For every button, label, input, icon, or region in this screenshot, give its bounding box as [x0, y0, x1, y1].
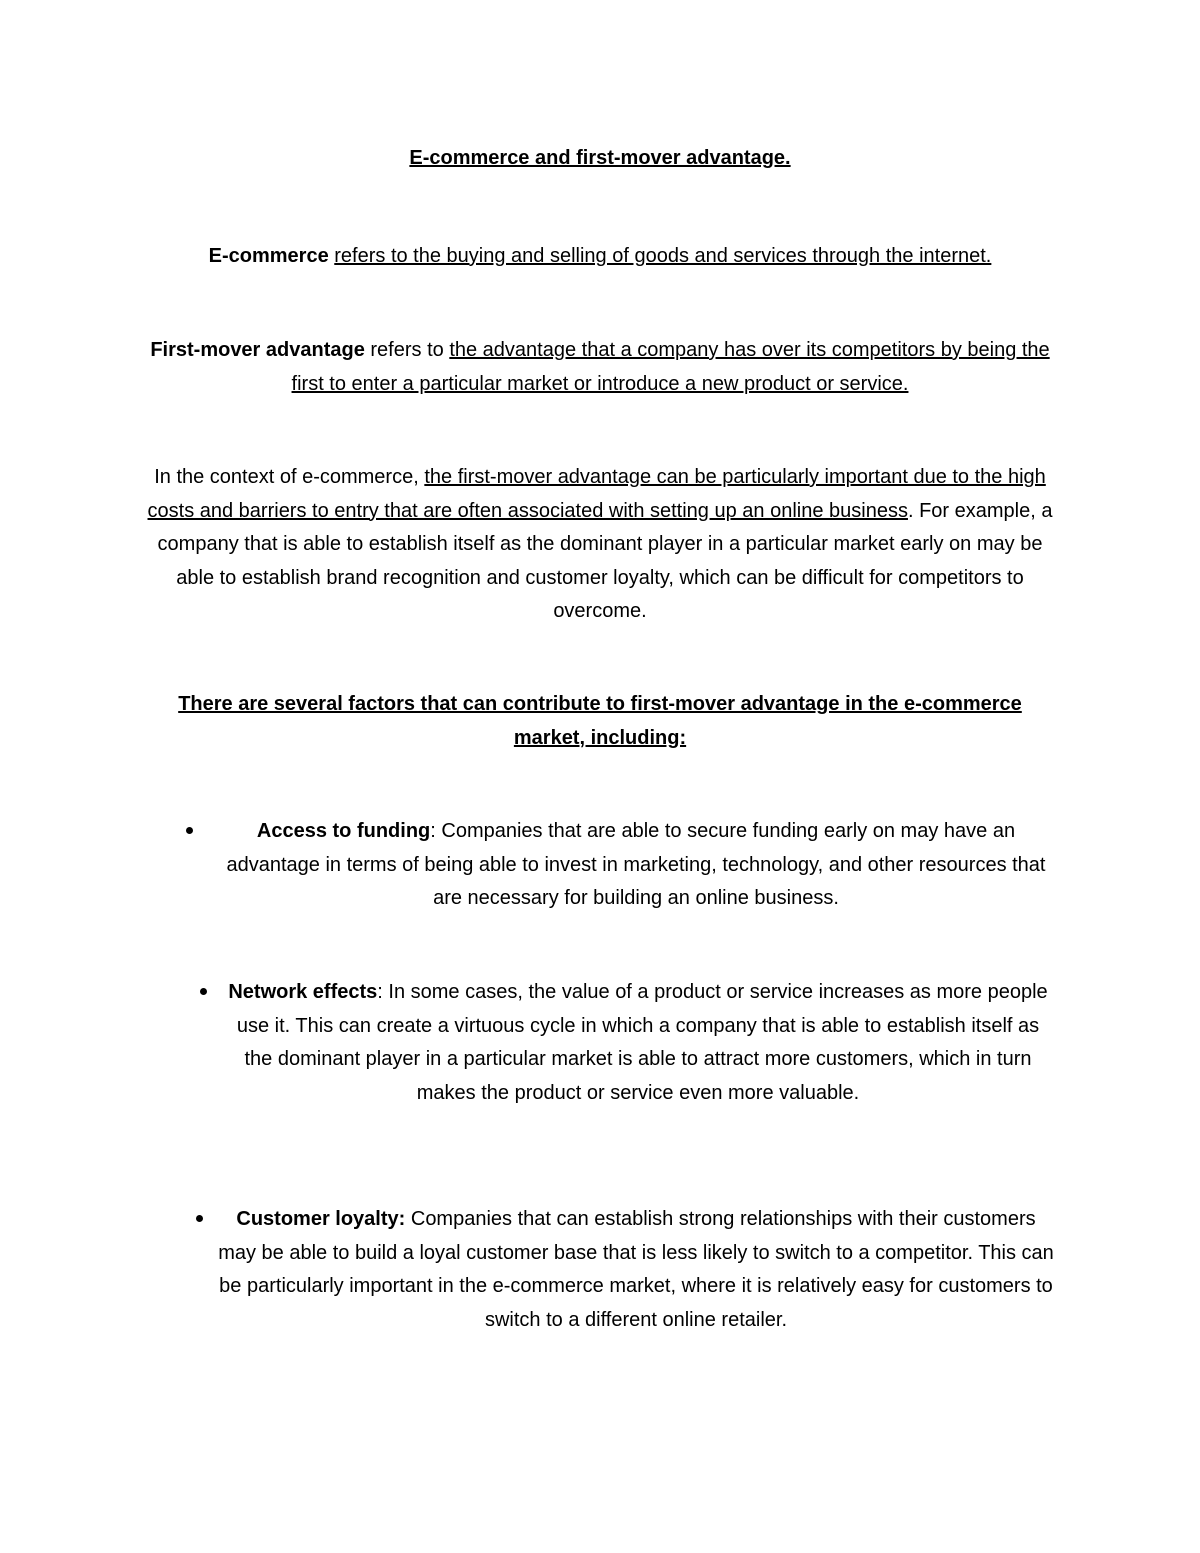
factor-separator: : — [430, 820, 436, 842]
factor-item-customer-loyalty — [218, 1203, 1054, 1337]
factor-term: Customer loyalty: — [236, 1208, 406, 1230]
factor-text: Companies that are able to secure funding early on may have an advantage in terms of being able to invest in marketing, technology, and other resources that are necessary for building an online business. — [226, 820, 1046, 909]
factor-term: Access to funding — [256, 820, 431, 842]
ecommerce-term: E-commerce — [208, 245, 329, 267]
factor-separator: : — [377, 981, 383, 1003]
factor-item-access-to-funding — [212, 815, 1060, 916]
context-lead: In the context of e-commerce, — [154, 466, 419, 488]
bullet-icon — [200, 988, 207, 995]
bullet-icon — [196, 1215, 203, 1222]
context-rest: . For example, a company that is able to establish itself as the dominant player in a particular market early on may be able to establish brand recognition and customer loyalty, which can be difficult for competitors to overcome. — [157, 499, 1053, 622]
factor-item-network-effects — [226, 976, 1050, 1110]
bullet-icon — [186, 827, 193, 834]
factor-text: Companies that can establish strong relationships with their customers may be able to build a loyal customer base that is less likely to switch to a competitor. This can be particularly important in the e-commerce market, where it is relatively easy for customers to switch to a different online retailer. — [218, 1208, 1054, 1331]
ecommerce-definition-text: refers to the buying and selling of goods and services through the internet. — [334, 245, 992, 267]
first-mover-definition-text: the advantage that a company has over its competitors by being the first to enter a particular market or introduce a new product or service. — [291, 339, 1050, 395]
first-mover-connector: refers to — [370, 339, 444, 361]
factor-text: In some cases, the value of a product or service increases as more people use it. This can create a virtuous cycle in which a company that is able to establish itself as the dominant player in a particular market is able to attract more customers, which in turn makes the product or service even more valuable. — [236, 981, 1048, 1104]
factor-term: Network effects — [228, 981, 378, 1003]
first-mover-definition — [140, 334, 1060, 401]
first-mover-term: First-mover advantage — [150, 339, 365, 361]
context-underlined: the first-mover advantage can be particularly important due to the high costs and barriers to entry that are often associated with setting up an online business — [147, 466, 1046, 522]
context-paragraph — [140, 461, 1060, 629]
document-title: E-commerce and first-mover advantage. — [409, 147, 791, 169]
ecommerce-definition — [140, 240, 1060, 274]
factors-heading: There are several factors that can contribute to first-mover advantage in the e-commerce market, including: — [178, 693, 1022, 749]
